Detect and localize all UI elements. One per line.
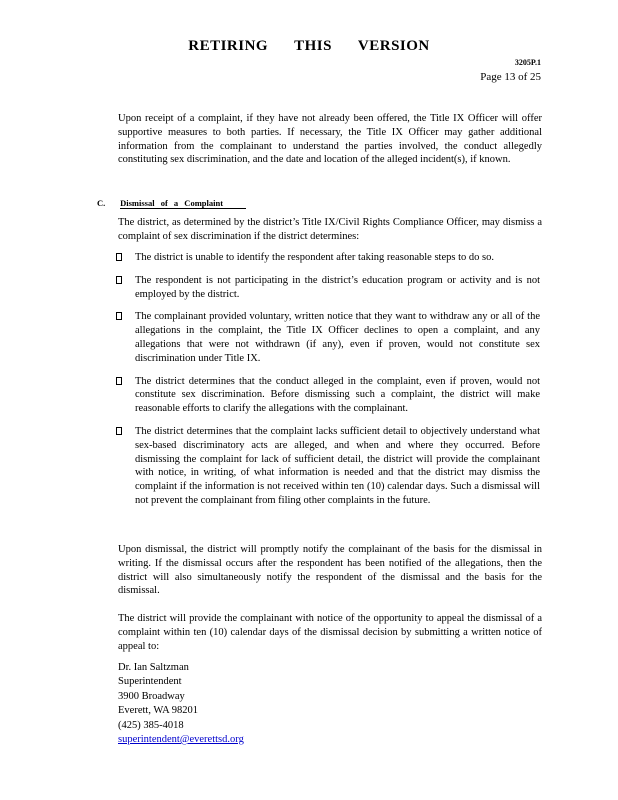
- retiring-watermark-title: RETIRING THIS VERSION: [188, 38, 430, 54]
- list-item-text: The complainant provided voluntary, written notice that they want to withdraw any or all of the allegations in the complaint, the Title IX Officer declines to open a complaint, and any allegations that were not withdrawn (if any), even if proven, would not constitute sex discrimination under Title IX.: [135, 311, 540, 364]
- dismissal-criteria-list: [116, 251, 540, 517]
- contact-street: 3900 Broadway: [118, 690, 185, 702]
- list-item-text: The district is unable to identify the respondent after taking reasonable steps to do so.: [135, 252, 494, 263]
- contact-phone: (425) 385-4018: [118, 719, 184, 731]
- list-item-text: The district determines that the complaint lacks sufficient detail to objectively understand what sex-based discriminatory acts are alleged, and when and where they occurred. Before dismissing the complaint for lack of sufficient detail, the district will provide the complainant with notice, in writing, of what information is needed and that the district may dismiss the complaint if the information is not received within ten (10) calendar days. Such a dismissal will not prevent the complainant from filing other complaints in the future.: [135, 425, 540, 506]
- list-item: [116, 425, 540, 508]
- bullet-box-icon: [116, 253, 122, 261]
- section-title: Dismissal of a Complaint: [120, 198, 246, 209]
- list-item: [116, 251, 540, 265]
- list-item: [116, 274, 540, 302]
- section-heading: [97, 198, 246, 209]
- contact-address-block: [118, 661, 263, 747]
- bullet-box-icon: [116, 377, 122, 385]
- contact-name: Dr. Ian Saltzman: [118, 662, 189, 673]
- bullet-box-icon: [116, 427, 122, 435]
- upon-dismissal-paragraph: Upon dismissal, the district will promptly notify the complainant of the basis for the dismissal in writing. If the dismissal occurs after the respondent has been notified of the allegations, then the district will also simultaneously notify the respondent of the dismissal and the basis for the dismissal.: [118, 544, 542, 597]
- intro-paragraph: Upon receipt of a complaint, if they have not already been offered, the Title IX Officer will offer supportive measures to both parties. If necessary, the Title IX Officer may gather additional information from the complainant to understand the parties involved, the conduct allegedly constituting sex discrimination, and the date and location of the alleged incident(s), if known.: [118, 113, 542, 166]
- contact-city: Everett, WA 98201: [118, 705, 199, 717]
- list-item-text: The respondent is not participating in the district’s education program or activity and is not employed by the district.: [135, 274, 540, 300]
- contact-email-link[interactable]: superintendent@everettsd.org: [118, 733, 244, 745]
- bullet-box-icon: [116, 312, 122, 320]
- dismissal-intro-paragraph: The district, as determined by the district’s Title IX/Civil Rights Compliance Officer, may dismiss a complaint of sex discrimination if the district determines:: [118, 217, 542, 242]
- contact-title: Superintendent: [118, 676, 182, 688]
- bullet-box-icon: [116, 276, 122, 284]
- list-item: [116, 375, 540, 416]
- policy-number: 3205P.1: [514, 58, 541, 67]
- page-number: Page 13 of 25: [480, 71, 541, 83]
- appeal-notice-paragraph: The district will provide the complainant with notice of the opportunity to appeal the dismissal of a complaint within ten (10) calendar days of the dismissal decision by submitting a written notice of appeal to:: [118, 613, 542, 652]
- section-letter: C.: [97, 198, 106, 208]
- list-item: [116, 310, 540, 365]
- list-item-text: The district determines that the conduct alleged in the complaint, even if proven, would not constitute sex discrimination. Before dismissing such a complaint, the district will make reasonable efforts to clarify the allegations with the complainant.: [135, 375, 540, 415]
